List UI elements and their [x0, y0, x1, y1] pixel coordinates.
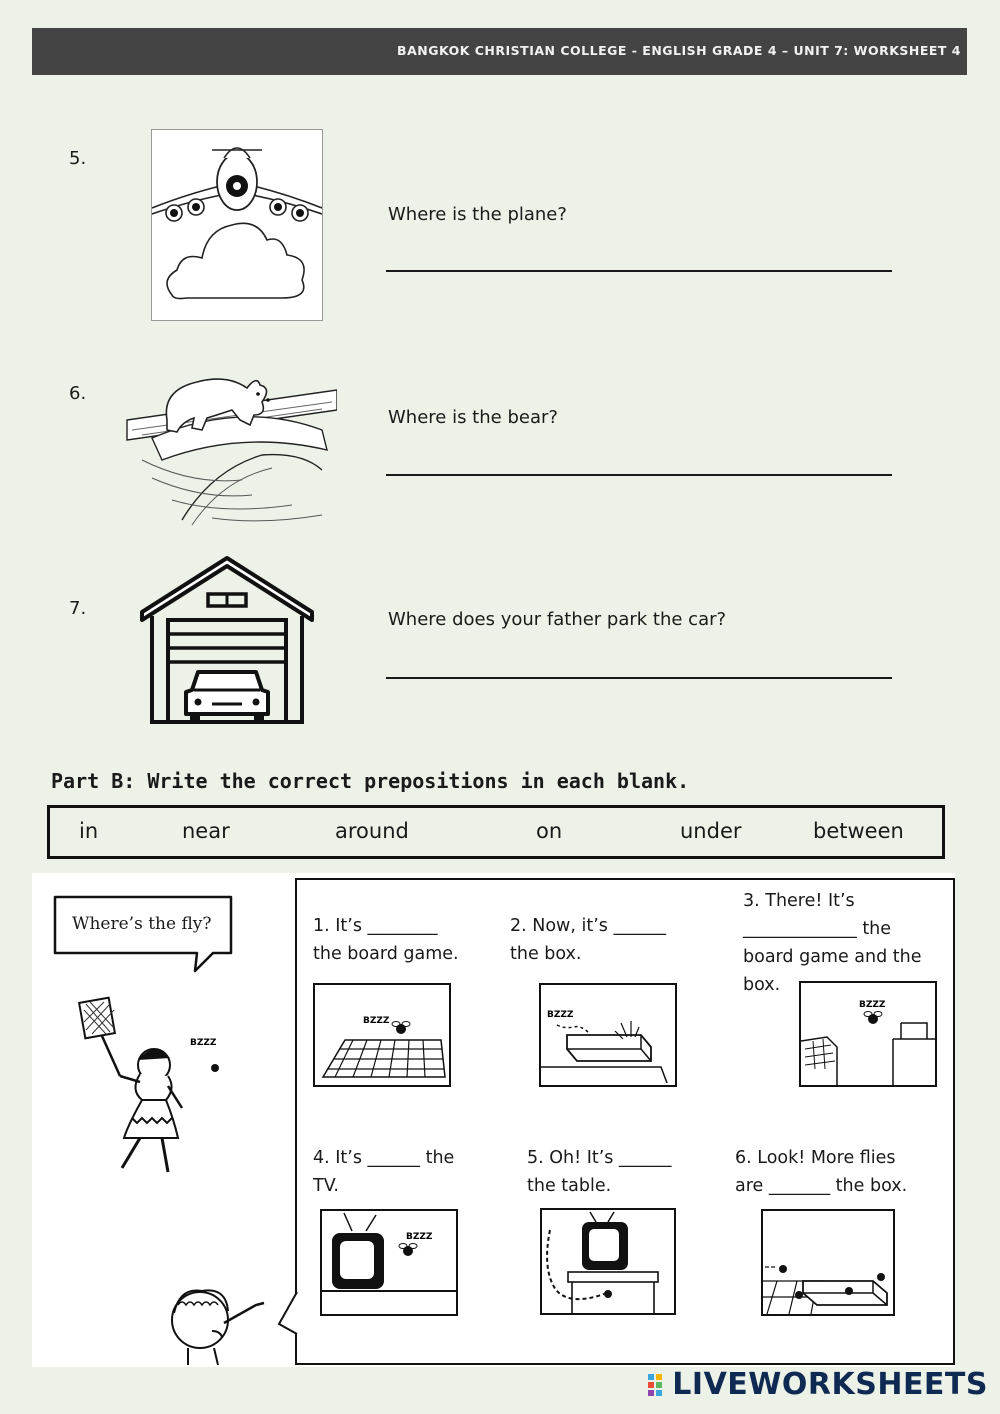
item-6-line-2: are _______ the box. [735, 1176, 908, 1196]
item-1-line-2: the board game. [313, 944, 459, 964]
word-bank-under: under [680, 819, 742, 843]
around-box-fly-icon [763, 1211, 893, 1314]
item-3-line-4: box. [743, 975, 781, 995]
question-number-7: 7. [69, 598, 87, 619]
box-fly-icon [541, 985, 675, 1085]
item-3-line-1: 3. There! It’s [743, 891, 855, 911]
item-3-picture [799, 981, 937, 1087]
speech-bubble-shape [53, 895, 233, 975]
item-5-picture [540, 1208, 676, 1315]
item-6-line-1: 6. Look! More flies [735, 1148, 896, 1168]
buzz-3: BZZZ [859, 1000, 886, 1010]
between-fly-icon [801, 983, 935, 1085]
item-6-text [735, 1144, 907, 1200]
garage-image [138, 554, 316, 726]
item-1-picture [313, 983, 451, 1087]
item-3-line-2: _____________ the [743, 919, 892, 939]
comic-panel-pointer [277, 1290, 299, 1336]
table-fly-icon [542, 1210, 674, 1313]
item-5-line-1: 5. Oh! It’s ______ [527, 1148, 672, 1168]
item-2-line-2: the box. [510, 944, 582, 964]
bear-bridge-image [122, 360, 337, 528]
worksheet-title: BANGKOK CHRISTIAN COLLEGE - ENGLISH GRADE 4 – UNIT 7: WORKSHEET 4 [397, 43, 961, 58]
answer-input-5[interactable] [386, 242, 896, 270]
item-3-line-3: board game and the [743, 947, 922, 967]
buzz-2: BZZZ [547, 1010, 574, 1020]
answer-line-6 [386, 474, 892, 476]
item-2-line-1: 2. Now, it’s ______ [510, 916, 666, 936]
answer-line-7 [386, 677, 892, 679]
question-text-5: Where is the plane? [388, 204, 567, 225]
speech-bubble-text: Where’s the fly? [72, 914, 212, 934]
buzz-1: BZZZ [363, 1016, 390, 1026]
liveworksheets-logo [648, 1367, 988, 1402]
item-1-line-1: 1. It’s ________ [313, 916, 438, 936]
plane-icon [152, 130, 322, 320]
speech-bubble [53, 895, 233, 975]
item-4-picture [320, 1209, 458, 1316]
item-4-line-2: TV. [313, 1176, 339, 1196]
item-5-line-2: the table. [527, 1176, 612, 1196]
answer-line-5 [386, 270, 892, 272]
plane-image [151, 129, 323, 321]
liveworksheets-mark-icon [648, 1374, 670, 1398]
item-5-text [527, 1144, 671, 1200]
bear-icon [122, 360, 337, 528]
answer-input-7[interactable] [386, 649, 896, 677]
word-bank [47, 805, 945, 859]
garage-icon [138, 554, 316, 726]
question-number-5: 5. [69, 148, 87, 169]
question-number-6: 6. [69, 383, 87, 404]
word-bank-in: in [79, 819, 99, 843]
answer-input-6[interactable] [386, 446, 896, 474]
item-1-text [313, 912, 459, 968]
tv-fly-icon [322, 1211, 456, 1314]
word-bank-around: around [335, 819, 409, 843]
buzz-4: BZZZ [406, 1232, 433, 1242]
item-2-text [510, 912, 666, 968]
word-bank-near: near [182, 819, 230, 843]
question-text-7: Where does your father park the car? [388, 609, 727, 630]
word-bank-on: on [536, 819, 563, 843]
girl-swatter-icon [70, 990, 250, 1180]
liveworksheets-brand: LIVEWORKSHEETS [672, 1367, 988, 1402]
fly-buzz-text: BZZZ [190, 1038, 217, 1048]
part-b-title: Part B: Write the correct prepositions in each blank. [51, 769, 690, 793]
question-text-6: Where is the bear? [388, 407, 558, 428]
item-2-picture [539, 983, 677, 1087]
item-4-line-1: 4. It’s ______ the [313, 1148, 455, 1168]
item-4-text [313, 1144, 454, 1200]
header-bar [32, 28, 967, 75]
board-game-fly-icon [315, 985, 449, 1085]
item-6-picture [761, 1209, 895, 1316]
word-bank-between: between [813, 819, 904, 843]
